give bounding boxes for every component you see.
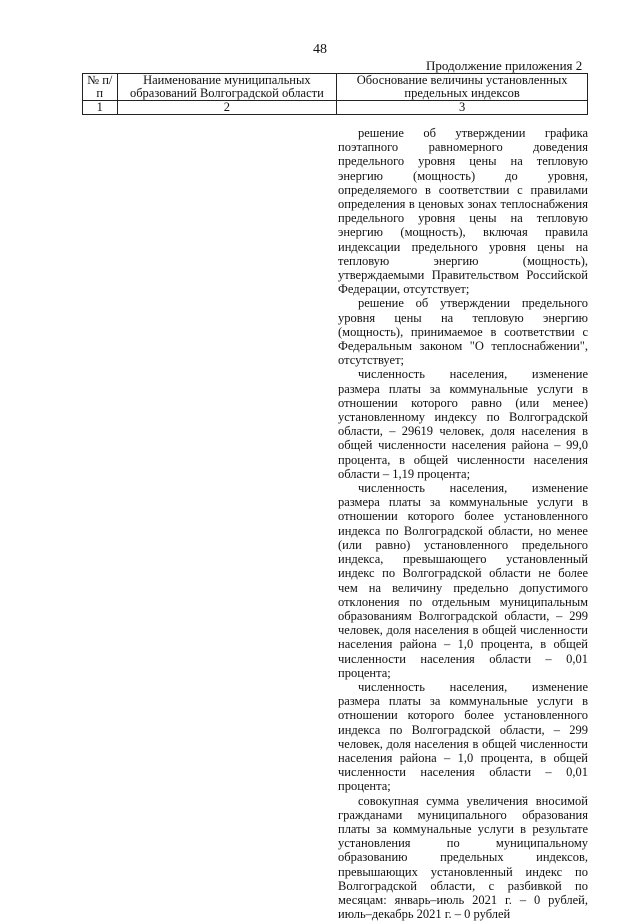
paragraph-text: решение об утверждении графика поэтапного равномерного доведения предельного уровня цены на тепловую энергию (мощность) до уровня, определяемого в соответствии с правилами определения в ценовых зонах теплоснабжения предельного уровня цены на тепловую энергию (мощность), включая правила индексации предельного уровня цены на тепловую энергию (мощность), утверждаемыми Правительством Российской Федерации, отсутствует; [338, 126, 588, 297]
paragraph [338, 367, 588, 481]
table-header [82, 73, 588, 115]
paragraph-text: решение об утверждении предельного уровня цены на тепловую энергию (мощность), принимаемое в соответствии с Федеральным законом "О теплоснабжении", отсутствует; [338, 296, 588, 368]
paragraph [338, 481, 588, 680]
appendix-continuation: Продолжение приложения 2 [426, 58, 583, 73]
column-number-header: № п/п [83, 74, 118, 101]
paragraph-text: численность населения, изменение размера платы за коммунальные услуги в отношении которого более установленного индекса по Волгоградской области, но менее (или равно) установленного предельного индекса, превышающего установленный индекс по Волгоградской области не более чем на величину предельно допустимого отклонения по отдельным муниципальным образованиям Волгоградской области, – 299 человек, доля населения в общей численности населения района – 1,0 процента, в общей численности населения области – 0,01 процента; [338, 481, 588, 680]
paragraph-text: совокупная сумма увеличения вносимой гражданами муниципального образования платы за коммунальные услуги в результате установления по муниципальному образованию предельных индексов, превышающих установленный индекс по Волгоградской области, с разбивкой по месяцам: январь–июль 2021 г. – 0 рублей, июль–декабрь 2021 г. – 0 рублей [338, 793, 588, 921]
paragraph [338, 296, 588, 367]
paragraph [338, 126, 588, 296]
column-index-3: 3 [337, 101, 588, 115]
column-municipality-header: Наименование муниципальных образований Волгоградской области [117, 74, 337, 101]
paragraph-text: численность населения, изменение размера платы за коммунальные услуги в отношении которого равно (или менее) установленному индексу по Волгоградской области, – 29619 человек, доля населения в общей численности населения района – 99,0 процента, в общей численности населения области – 1,19 процента; [338, 367, 588, 481]
column-justification-header: Обоснование величины установленных предельных индексов [337, 74, 588, 101]
paragraph [338, 794, 588, 921]
page-number: 48 [313, 42, 327, 57]
column-index-1: 1 [83, 101, 118, 115]
paragraph [338, 680, 588, 794]
paragraph-text: численность населения, изменение размера платы за коммунальные услуги в отношении которого более установленного индекса по Волгоградской области, – 299 человек, доля населения в общей численности населения района – 1,0 процента, в общей численности населения области – 0,01 процента; [338, 679, 588, 794]
justification-text [338, 126, 588, 921]
column-index-2: 2 [117, 101, 337, 115]
